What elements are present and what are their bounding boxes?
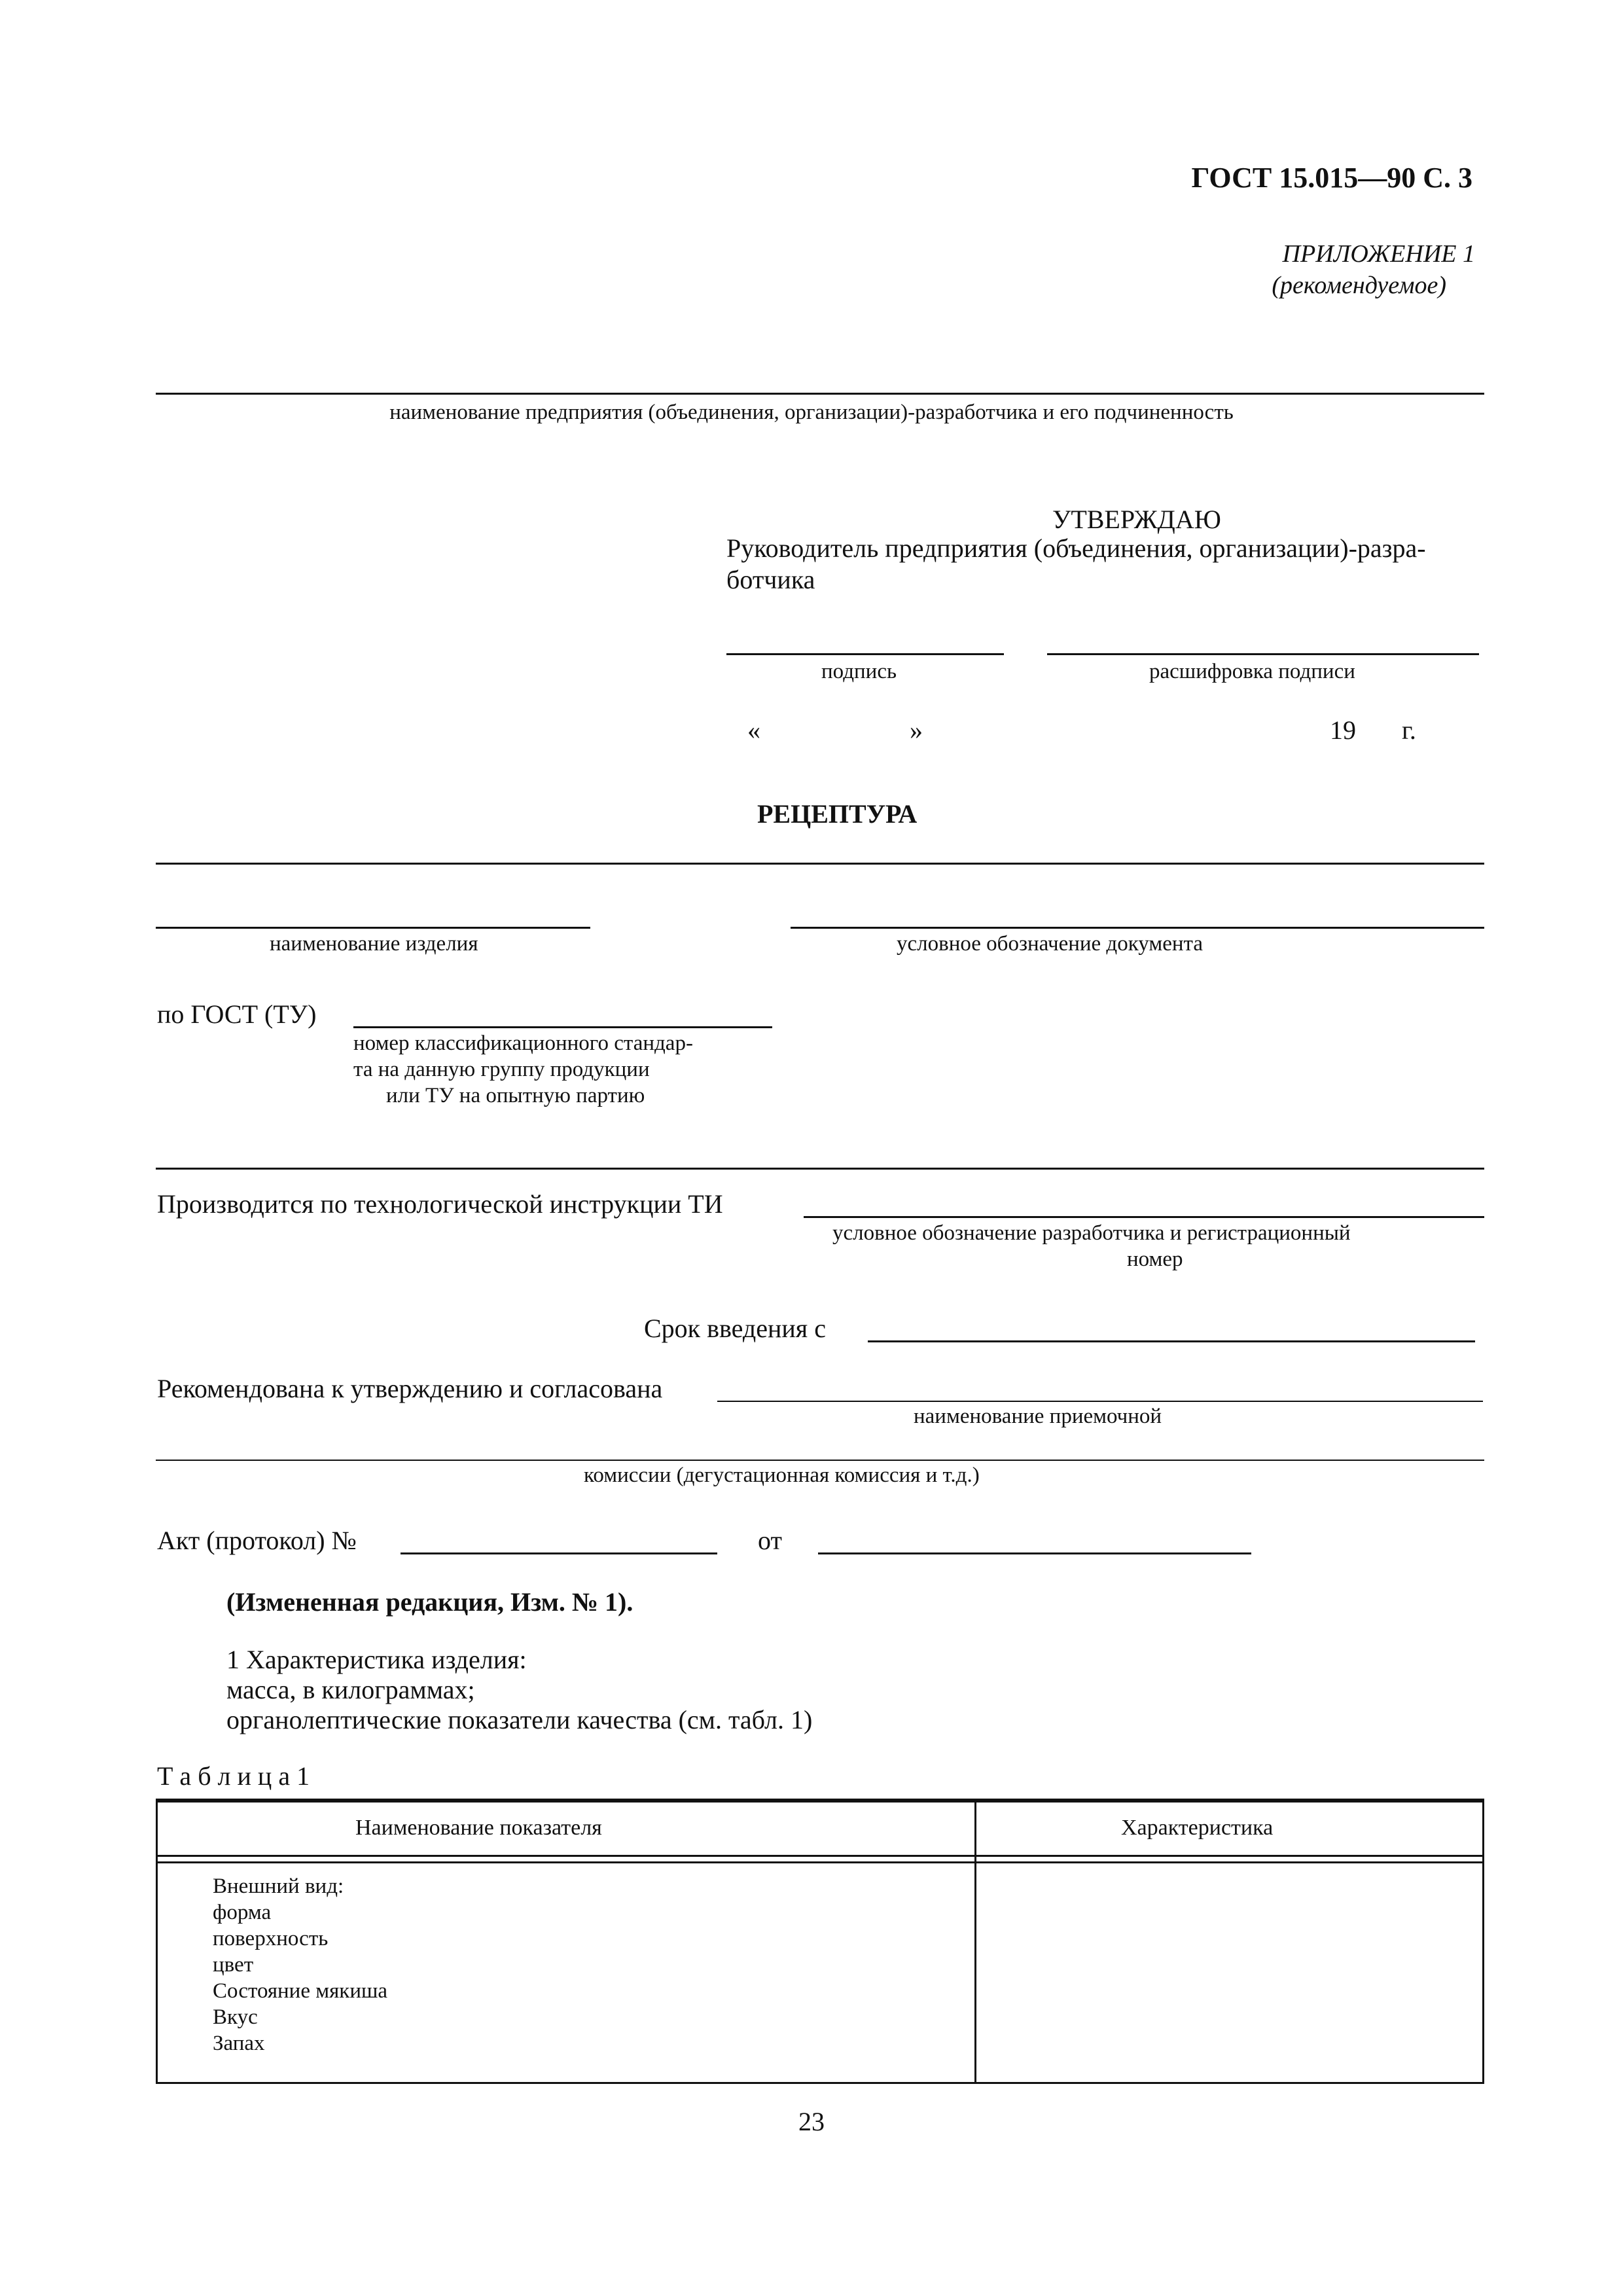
- recommend-label: Рекомендована к утверждению и согласована: [157, 1374, 663, 1403]
- table-header-rule-double: [158, 1861, 1482, 1863]
- commission-name-line: [717, 1401, 1483, 1402]
- commission-caption-2: комиссии (дегустационная комиссия и т.д.): [584, 1463, 980, 1487]
- tech-caption-line-2: номер: [1127, 1247, 1183, 1271]
- appendix-note: (рекомендуемое): [1272, 272, 1446, 299]
- table-row: Состояние мякиша: [213, 1979, 388, 2003]
- table-row: Внешний вид:: [213, 1874, 344, 1898]
- table-row: Вкус: [213, 2005, 258, 2029]
- characteristics-line-3: органолептические показатели качества (см. табл. 1): [226, 1705, 813, 1734]
- act-from-label: от: [758, 1526, 782, 1555]
- table-column-separator: [974, 1803, 976, 2082]
- page-number: 23: [798, 2107, 825, 2136]
- appendix-label: ПРИЛОЖЕНИЕ 1: [1282, 240, 1475, 268]
- table-label: Т а б л и ц а 1: [157, 1761, 310, 1791]
- characteristics-table: [156, 1799, 1484, 2084]
- date-year-prefix: 19: [1330, 715, 1356, 745]
- enterprise-line: [156, 393, 1484, 395]
- table-header-characteristic: Характеристика: [1121, 1816, 1274, 1840]
- table-row: Запах: [213, 2032, 265, 2055]
- commission-name-line-2: [156, 1460, 1484, 1461]
- date-quote-open: «: [747, 715, 760, 745]
- date-quote-close: »: [910, 715, 923, 745]
- tech-caption-line-1: условное обозначение разработчика и регистрационный: [832, 1221, 1351, 1245]
- approval-title: УТВЕРЖДАЮ: [1052, 505, 1221, 534]
- gost-caption-line-3: или ТУ на опытную партию: [386, 1084, 645, 1107]
- act-date-line: [818, 1552, 1251, 1554]
- commission-caption-1: наименование приемочной: [914, 1405, 1162, 1428]
- product-name-line: [156, 927, 590, 929]
- table-row: поверхность: [213, 1927, 329, 1950]
- characteristics-line-2: масса, в килограммах;: [226, 1675, 475, 1704]
- gost-label: по ГОСТ (ТУ): [157, 999, 317, 1029]
- signature-decode-caption: расшифровка подписи: [1149, 660, 1355, 683]
- table-header-indicator: Наименование показателя: [355, 1816, 602, 1840]
- gost-caption-line-1: номер классификационного стандар-: [353, 1031, 693, 1055]
- section-divider-line: [156, 1168, 1484, 1170]
- table-rows: [213, 1873, 387, 2056]
- doc-designation-caption: условное обозначение документа: [897, 932, 1204, 956]
- term-label: Срок введения с: [644, 1314, 826, 1343]
- document-reference: ГОСТ 15.015—90 С. 3: [1191, 162, 1472, 194]
- term-date-line: [868, 1340, 1475, 1342]
- signature-decode-line: [1047, 653, 1479, 655]
- tech-instruction-line: [804, 1216, 1484, 1218]
- document-title: РЕЦЕПТУРА: [757, 799, 918, 829]
- act-number-line: [401, 1552, 717, 1554]
- table-row: цвет: [213, 1953, 254, 1977]
- title-underline: [156, 863, 1484, 865]
- signature-line: [726, 653, 1004, 655]
- signature-caption: подпись: [821, 660, 897, 683]
- amendment-note: (Измененная редакция, Изм. № 1).: [226, 1587, 633, 1617]
- product-name-caption: наименование изделия: [270, 932, 478, 956]
- gost-caption-line-2: та на данную группу продукции: [353, 1058, 650, 1081]
- approval-line-1: Руководитель предприятия (объединения, организации)-разра-: [726, 533, 1426, 563]
- gost-number-line: [353, 1026, 772, 1028]
- characteristics-line-1: 1 Характеристика изделия:: [226, 1645, 527, 1674]
- date-year-suffix: г.: [1402, 715, 1416, 745]
- tech-instruction-label: Производится по технологической инструкции ТИ: [157, 1189, 723, 1219]
- table-row: форма: [213, 1901, 272, 1924]
- enterprise-caption: наименование предприятия (объединения, организации)-разработчика и его подчиненность: [389, 401, 1234, 424]
- act-label: Акт (протокол) №: [157, 1526, 357, 1555]
- doc-designation-line: [791, 927, 1484, 929]
- table-header-rule: [158, 1855, 1482, 1857]
- approval-line-2: ботчика: [726, 565, 815, 594]
